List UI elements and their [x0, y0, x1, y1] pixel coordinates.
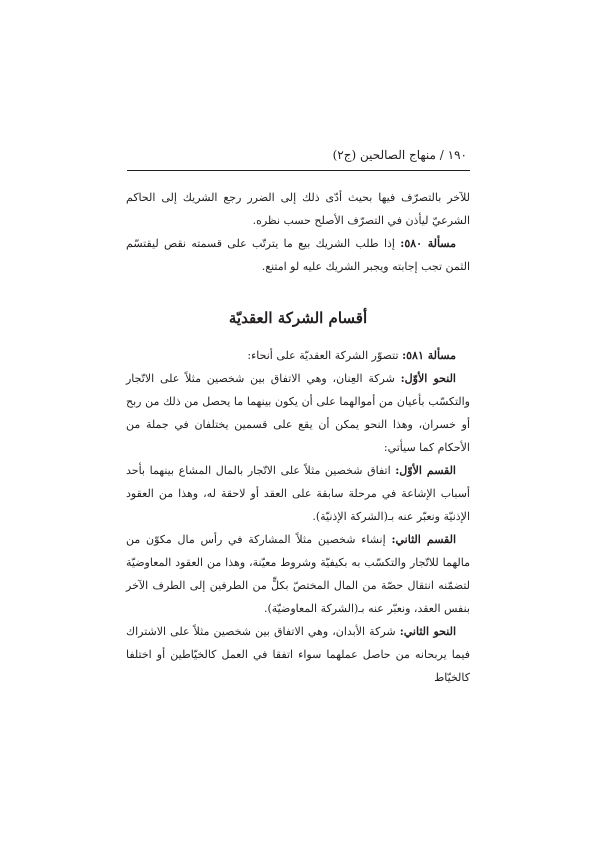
masala-580-paragraph	[126, 232, 470, 278]
qism-2-text: إنشاء شخصين مثلاً المشاركة في رأس مال مكوّن من مالهما للاتّجار والتكسّب به بكيفيّة وشروط معيّنة، وهذا من العقود المعاوضيّة لتضمّنه انتقال حصّة من المال المختصّ بكلٍّ من الطرفين إلى الطرف الآخر بنفس العقد، ونعبّر عنه بـ(الشركة المعاوضيّة).	[126, 533, 470, 615]
masala-581-text: تتصوّر الشركة العقديّة على أنحاء:	[247, 349, 403, 362]
qism-1-label: القسم الأوّل:	[395, 464, 456, 477]
qism-2-paragraph	[126, 528, 470, 620]
masala-580-label: مسألة ٥٨٠:	[400, 237, 457, 250]
nahw-2-text: شركة الأبدان، وهي الاتفاق بين شخصين مثلاً على الاشتراك فيما يربحانه من حاصل عملهما سواء اتفقا في العمل كالخيّاطين أو اختلفا كالخيّاط	[126, 625, 470, 684]
qism-1-text: اتفاق شخصين مثلاً على الاتّجار بالمال المشاع بينهما بأحد أسباب الإشاعة في مرحلة سابقة على العقد أو لاحقة له، وهذا من العقود الإذنيّة ونعبّر عنه بـ(الشركة الإذنيّة).	[126, 464, 470, 523]
page-body	[126, 186, 470, 689]
nahw-2-paragraph	[126, 620, 470, 689]
nahw-2-label: النحو الثاني:	[399, 625, 457, 638]
nahw-1-paragraph	[126, 367, 470, 459]
masala-581-paragraph	[126, 344, 470, 367]
masala-580-text: إذا طلب الشريك بيع ما يترتّب على قسمته نقص ليقتسّم الثمن تجب إجابته ويجبر الشريك عليه لو امتنع.	[126, 237, 470, 273]
nahw-1-text: شركة العِنان، وهي الاتفاق بين شخصين مثلاً على الاتّجار والتكسّب بأعيان من أموالهما على أن يكون بينهما ما يحصل من ذلك من ربح أو خسران، وهذا النحو يمكن أن يقع على قسمين يختلفان في جملة من الأحكام كما سيأتي:	[126, 372, 470, 454]
qism-2-label: القسم الثاني:	[391, 533, 457, 546]
masala-581-label: مسألة ٥٨١:	[402, 349, 456, 362]
continuation-paragraph: للآخر بالتصرّف فيها بحيث أدّى ذلك إلى الضرر رجع الشريك إلى الحاكم الشرعيّ ليأذن في التصرّف الأصلح حسب نظره.	[126, 191, 470, 227]
running-head: ١٩٠ / منهاج الصالحين (ج٢)	[332, 148, 467, 162]
section-title: أقسام الشركة العقديّة	[228, 309, 368, 327]
nahw-1-label: النحو الأوّل:	[400, 372, 456, 385]
qism-1-paragraph	[126, 459, 470, 528]
header-rule	[127, 170, 470, 171]
